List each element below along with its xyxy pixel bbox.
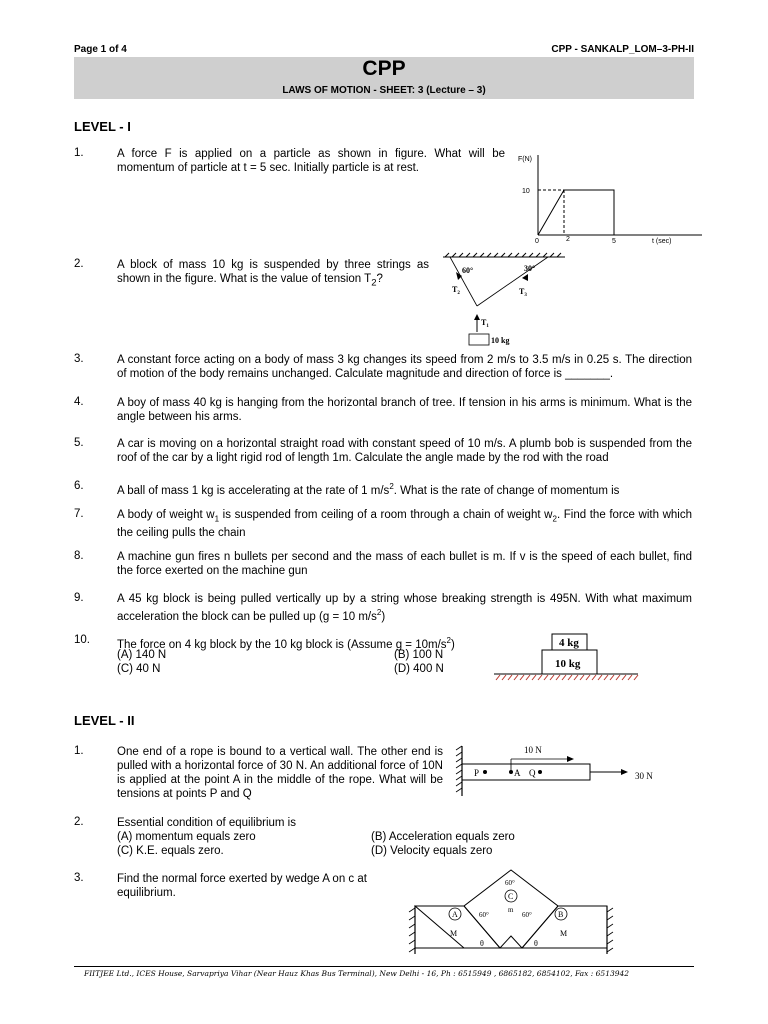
force-30n-label: 30 N xyxy=(635,771,653,781)
question-9-text: A 45 kg block is being pulled vertically up by a string whose breaking strength is 495N. With what maximum acceleration the block can be pulled up (g = 10 $m/s^2$) xyxy=(117,593,692,623)
question-1-text: A force F is applied on a particle as shown in figure. What will be momentum of particle at t = 5 sec. Initially particle is at rest. xyxy=(117,148,505,174)
rope-wall-figure xyxy=(452,742,667,798)
angle-60-right: 60° xyxy=(522,911,532,919)
question-2-text: A block of mass 10 kg is suspended by three strings as shown in the figure. What is the value of tension $T_2$? xyxy=(117,259,429,289)
question-number: 10. xyxy=(74,634,90,646)
option-a: (A) 140 N xyxy=(117,649,167,661)
level2-question-3-text: Find the normal force exerted by wedge A on c at equilibrium. xyxy=(117,873,367,899)
question-number: 3. xyxy=(74,872,84,884)
block-10kg-label: 10 kg xyxy=(555,658,581,670)
wedge-a-label: A xyxy=(452,910,458,919)
point-a-label: A xyxy=(514,768,521,778)
tension-t2-label: $T_2$ xyxy=(452,285,460,296)
x-tick-5: 5 xyxy=(612,238,616,245)
question-8-text: A machine gun fires n bullets per second and the mass of each bullet is m. If v is the speed of each bullet, find the force exerted on the machine gun xyxy=(117,551,692,577)
point-q-label: Q xyxy=(529,768,536,778)
mass-m-label: m xyxy=(508,906,514,914)
angle-60: 60° xyxy=(462,266,474,275)
question-7-text: A body of weight $w_1$ is suspended from ceiling of a room through a chain of weight $w_2$. Find the force with which the ceiling pulls the chain xyxy=(117,509,692,540)
question-number: 1. xyxy=(74,147,84,159)
option-b: (B) 100 N xyxy=(394,649,444,661)
stacked-blocks-figure xyxy=(492,630,642,686)
question-number: 1. xyxy=(74,745,84,757)
question-number: 6. xyxy=(74,480,84,492)
block-4kg-label: 4 kg xyxy=(559,637,579,649)
mass-label: 10 kg xyxy=(491,336,510,345)
footer-address: FIITJEE Ltd., ICES House, Sarvapriya Vihar (Near Hauz Khas Bus Terminal), New Delhi - 16, Ph : 6515949 , 6865182, 6854102, Fax : 6513942 xyxy=(84,969,630,978)
angle-60-top: 60° xyxy=(505,879,515,887)
page-subtitle: LAWS OF MOTION - SHEET: 3 (Lecture – 3) xyxy=(282,85,486,96)
wedge-b-label: B xyxy=(558,910,564,919)
tension-t1-label: $T_1$ xyxy=(481,318,489,329)
page-number: Page 1 of 4 xyxy=(74,44,127,55)
question-6-text: A ball of mass 1 kg is accelerating at the rate of 1 $m/s^2$. What is the rate of change of momentum is xyxy=(117,482,620,497)
y-axis-label: F(N) xyxy=(518,156,532,163)
question-number: 7. xyxy=(74,508,84,520)
level2-question-2-text: Essential condition of equilibrium is xyxy=(117,817,296,829)
level2-question-1-text: One end of a rope is bound to a vertical wall. The other end is pulled with a horizontal force of 30 N. An additional force of 10N is applied at the point A in the middle of the rope. What will be tensions at points P and Q xyxy=(117,746,443,800)
theta-left: θ xyxy=(480,939,484,948)
title-bar xyxy=(74,57,694,99)
force-time-graph xyxy=(512,145,712,245)
option-b: (B) Acceleration equals zero xyxy=(371,831,515,843)
question-3-text: A constant force acting on a body of mass 3 kg changes its speed from 2 m/s to 3.5 m/s in 0.25 s. The direction of motion of the body remains unchanged. Calculate magnitude and direction of force is _______. xyxy=(117,354,692,380)
question-number: 2. xyxy=(74,258,84,270)
question-number: 5. xyxy=(74,437,84,449)
option-d: (D) Velocity equals zero xyxy=(371,845,493,857)
level-2-heading: LEVEL - II xyxy=(74,713,135,728)
three-strings-figure xyxy=(440,252,570,347)
question-number: 4. xyxy=(74,396,84,408)
mass-ma-label: M xyxy=(450,929,458,938)
question-10-text: The force on 4 kg block by the 10 kg block is (Assume $g = 10m/s^2$) xyxy=(117,636,455,651)
sheet-code: CPP - SANKALP_LOM–3-PH-II xyxy=(551,44,694,55)
theta-right: θ xyxy=(534,939,538,948)
mass-mb-label: M xyxy=(560,929,568,938)
question-number: 8. xyxy=(74,550,84,562)
option-c: (C) K.E. equals zero. xyxy=(117,845,224,857)
angle-60-left: 60° xyxy=(479,911,489,919)
force-10n-label: 10 N xyxy=(524,745,542,755)
level-1-heading: LEVEL - I xyxy=(74,119,131,134)
point-p-label: P xyxy=(474,768,480,778)
question-number: 9. xyxy=(74,592,84,604)
y-tick-10: 10 xyxy=(522,188,530,195)
angle-30: 30° xyxy=(524,264,536,273)
page-title: CPP xyxy=(362,57,406,80)
question-number: 3. xyxy=(74,353,84,365)
x-tick-2: 2 xyxy=(566,236,570,243)
option-a: (A) momentum equals zero xyxy=(117,831,256,843)
option-d: (D) 400 N xyxy=(394,663,444,675)
question-5-text: A car is moving on a horizontal straight road with constant speed of 10 m/s. A plumb bob is suspended from the roof of the car by a light rigid rod of length 1m. Calculate the angle made by the rod with the road xyxy=(117,438,692,464)
wedges-figure xyxy=(400,862,640,958)
option-c: (C) 40 N xyxy=(117,663,161,675)
wedge-c-label: C xyxy=(508,892,514,901)
question-number: 2. xyxy=(74,816,84,828)
x-axis-label: t (sec) xyxy=(652,238,672,245)
x-tick-0: 0 xyxy=(535,238,539,245)
tension-t3-label: $T_3$ xyxy=(519,287,527,298)
question-4-text: A boy of mass 40 kg is hanging from the horizontal branch of tree. If tension in his arms is minimum. What is the angle between his arms. xyxy=(117,397,692,423)
footer-rule xyxy=(74,966,694,967)
